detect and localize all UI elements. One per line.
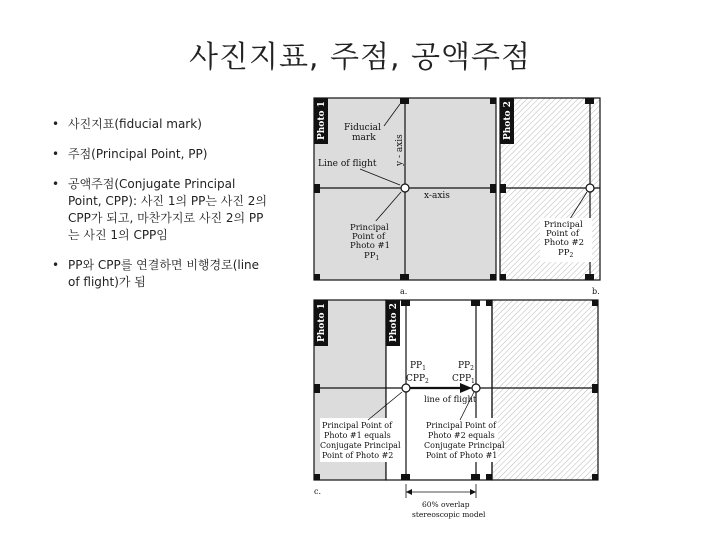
bullet-principal-point: • 주점(Principal Point, PP): [52, 146, 272, 163]
bullet-fiducial-mark: • 사진지표(fiducial mark): [52, 116, 272, 133]
pp2-label-line4: $PP_2$: [558, 248, 574, 259]
pp1-label-line3: Photo #1: [350, 241, 391, 251]
right-caption-line1: Principal Point of: [426, 421, 497, 430]
bullet-line-of-flight: • PP와 CPP를 연결하면 비행경로(line of flight)가 됨: [52, 257, 272, 291]
left-caption-line4: Point of Photo #2: [322, 451, 394, 460]
pp2-cpp2-marker: [472, 384, 480, 392]
pp1-label-line4: $PP_1$: [364, 251, 380, 262]
figure-overlap-model: [300, 292, 618, 532]
overlap-caption-line1: 60% overlap: [422, 500, 470, 509]
right-caption-line3: Conjugate Principal: [424, 441, 505, 450]
cpp1-label-c: $CPP_1$: [452, 374, 475, 385]
left-caption-line2: Photo #1 equals: [324, 431, 391, 440]
pp2-label-c: $PP_2$: [458, 361, 474, 372]
left-caption-line1: Principal Point of: [322, 421, 393, 430]
caption-a: a.: [400, 287, 408, 296]
pp1-label-c: $PP_1$: [410, 361, 426, 372]
line-of-flight-label-c: line of flight: [424, 395, 477, 405]
pp1-label-line2: Point of: [352, 232, 386, 242]
figure-fiducial-principal-points: [300, 88, 618, 300]
line-of-flight-label: Line of flight: [318, 159, 377, 169]
pp2-label-line1: Principal: [544, 220, 583, 230]
pp2-marker: [586, 184, 594, 192]
caption-b: b.: [592, 287, 600, 296]
pp1-cpp1-marker: [402, 384, 410, 392]
left-caption-line3: Conjugate Principal: [320, 441, 401, 450]
photo2-tab-label-c: Photo 2: [389, 303, 399, 342]
pp1-marker: [401, 184, 409, 192]
fiducial-label-line2: mark: [352, 133, 376, 143]
pp2-label-line2: Point of: [546, 229, 580, 239]
photo1-tab-label: Photo 1: [317, 101, 327, 140]
caption-c: c.: [314, 487, 322, 496]
photo1-tab-label-c: Photo 1: [317, 303, 327, 342]
bullet-conjugate-principal-point: • 공액주점(Conjugate Principal Point, CPP): 사진 1의 PP는 사진 2의 CPP가 되고, 마찬가지로 사진 2의 PP는 사진 1의 CPP임: [52, 176, 272, 244]
pp2-label-line3: Photo #2: [544, 238, 585, 248]
right-caption-line2: Photo #2 equals: [428, 431, 495, 440]
overlap-caption-line2: stereoscopic model: [412, 510, 486, 519]
y-axis-label: y - axis: [395, 134, 405, 166]
fiducial-label-line1: Fiducial: [344, 123, 381, 133]
bullet-list: [52, 116, 272, 304]
cpp2-label-c: $CPP_2$: [406, 374, 429, 385]
photo2-tab-label: Photo 2: [503, 101, 513, 140]
slide-title: 사진지표, 주점, 공액주점: [189, 40, 531, 75]
x-axis-label: x-axis: [424, 191, 450, 201]
right-caption-line4: Point of Photo #1: [426, 451, 498, 460]
photo2-frame-c: [492, 300, 598, 480]
pp1-label-line1: Principal: [350, 223, 389, 233]
